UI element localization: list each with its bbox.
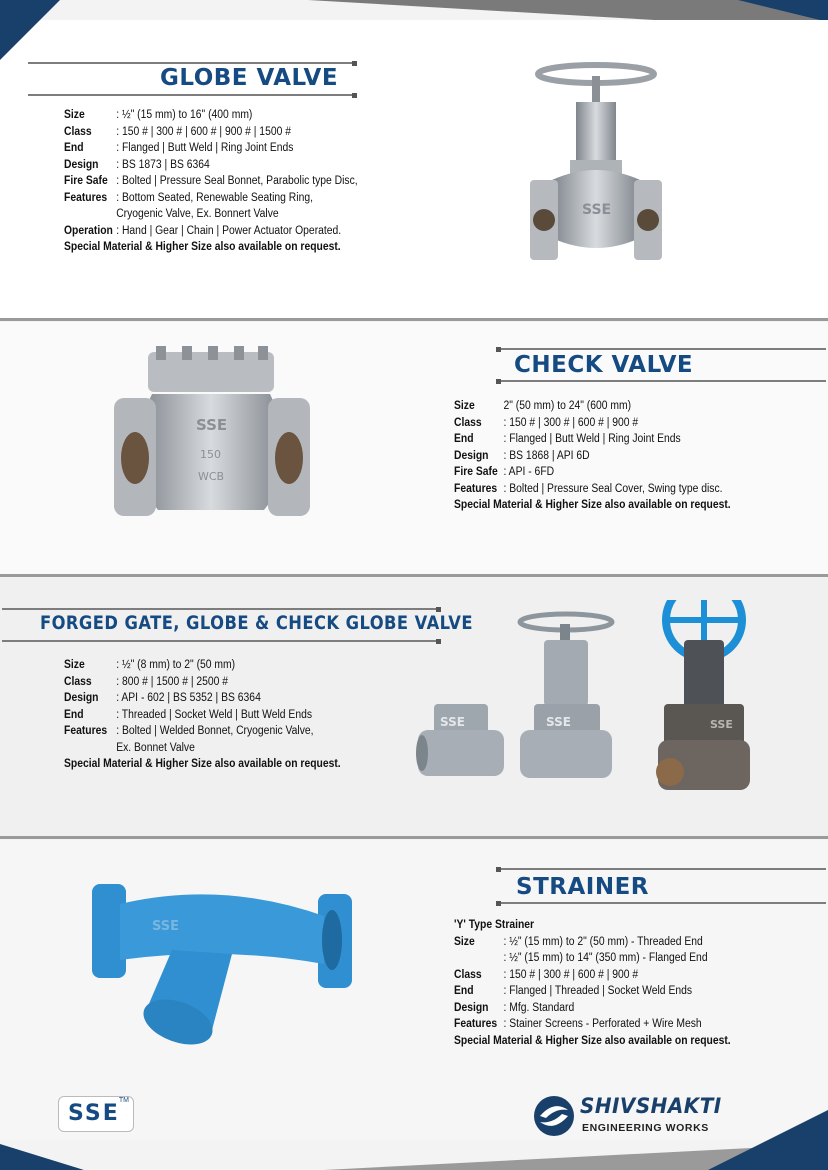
title-dot (496, 379, 501, 384)
spec-value: 2" (50 mm) to 24" (600 mm) (503, 400, 632, 412)
spec-value: : Flanged | Butt Weld | Ring Joint Ends (116, 142, 294, 154)
page-title-globe: GLOBE VALVE (160, 65, 339, 91)
body-mark: SSE (440, 715, 465, 729)
sse-logo (58, 1096, 134, 1132)
title-rule (28, 62, 356, 64)
spec-value: : Threaded | Socket Weld | Butt Weld Ends (116, 708, 313, 721)
availability-note: Special Material & Higher Size also available on request. (454, 1034, 731, 1047)
availability-note: Special Material & Higher Size also available on request. (454, 499, 731, 511)
spec-label: Design (64, 692, 99, 704)
spec-label: Size (454, 400, 475, 412)
spec-label: Features (454, 482, 498, 495)
title-rule (2, 640, 440, 642)
spec-value: : Flanged | Butt Weld | Ring Joint Ends (503, 433, 681, 445)
forged-specs (64, 657, 341, 773)
title-rule (28, 94, 356, 96)
spec-label: Size (64, 109, 85, 121)
shivshakti-emblem-icon (532, 1094, 578, 1138)
forged-valves-image (414, 600, 754, 796)
spec-label: Features (64, 191, 108, 204)
spec-value: Ex. Bonnet Valve (116, 741, 195, 754)
title-dot (352, 93, 357, 98)
spec-label: End (454, 433, 474, 445)
spec-value: : ½" (15 mm) to 2" (50 mm) - Threaded End (503, 935, 703, 948)
page-title-strainer: STRAINER (516, 874, 649, 900)
spec-label: Operation (64, 224, 113, 237)
section-divider (0, 318, 828, 321)
check-specs (454, 398, 731, 514)
section-divider (0, 574, 828, 577)
globe-specs (64, 107, 358, 256)
spec-value: : 150 # | 300 # | 600 # | 900 # (503, 416, 639, 429)
spec-value: : Bolted | Pressure Seal Bonnet, Parabolic type Disc, (116, 175, 358, 187)
spec-value: : API - 6FD (503, 466, 555, 478)
spec-label (64, 740, 116, 757)
body-mark: SSE (196, 416, 228, 434)
spec-label: Features (454, 1018, 498, 1030)
spec-value: : ½" (8 mm) to 2" (50 mm) (116, 659, 236, 671)
company-subtitle: ENGINEERING WORKS (582, 1122, 709, 1134)
spec-label: Fire Safe (64, 175, 108, 187)
company-name: SHIVSHAKTI (580, 1094, 722, 1118)
spec-value: : BS 1868 | API 6D (503, 449, 590, 462)
title-dot (496, 347, 501, 352)
spec-value: : ½" (15 mm) to 14" (350 mm) - Flanged End (503, 952, 708, 964)
page-title-forged: FORGED GATE, GLOBE & CHECK GLOBE VALVE (40, 612, 473, 634)
spec-label (64, 206, 116, 223)
body-mark: SSE (546, 715, 571, 729)
spec-label: End (454, 985, 474, 997)
title-rule (500, 902, 826, 904)
spec-value: : ½" (15 mm) to 16" (400 mm) (116, 109, 253, 121)
spec-value: : Flanged | Threaded | Socket Weld Ends (503, 985, 693, 997)
spec-value: : 150 # | 300 # | 600 # | 900 # (503, 968, 639, 981)
globe-valve-image (530, 62, 670, 278)
spec-value: Cryogenic Valve, Ex. Bonnert Valve (116, 208, 279, 220)
corner-decoration (738, 0, 828, 22)
spec-value: : Bolted | Welded Bonnet, Cryogenic Valve, (116, 725, 314, 737)
section-divider (0, 836, 828, 839)
title-dot (496, 867, 501, 872)
title-rule (500, 380, 826, 382)
corner-decoration (0, 1144, 140, 1170)
strainer-subtitle: 'Y' Type Strainer (454, 919, 535, 931)
availability-note: Special Material & Higher Size also available on request. (64, 758, 341, 770)
spec-label: End (64, 142, 84, 154)
spec-label (454, 950, 504, 967)
title-rule (500, 868, 826, 870)
spec-value: : Stainer Screens - Perforated + Wire Mesh (503, 1018, 702, 1030)
spec-label: Class (64, 125, 92, 138)
spec-value: : BS 1873 | BS 6364 (116, 158, 210, 171)
title-dot (496, 901, 501, 906)
spec-label: Design (454, 1001, 489, 1014)
spec-label: Features (64, 725, 108, 737)
spec-value: : Bolted | Pressure Seal Cover, Swing type disc. (503, 482, 723, 495)
spec-label: Size (454, 935, 475, 948)
tm-mark: TM (118, 1097, 129, 1104)
spec-label: Class (64, 675, 92, 688)
spec-label: Class (454, 968, 482, 981)
title-rule (2, 608, 440, 610)
spec-value: : 150 # | 300 # | 600 # | 900 # | 1500 # (116, 125, 291, 138)
spec-label: Size (64, 659, 85, 671)
body-class: 150 (200, 448, 221, 461)
spec-value: : 800 # | 1500 # | 2500 # (116, 675, 229, 688)
corner-decoration (0, 0, 60, 60)
body-mark: SSE (710, 718, 733, 731)
spec-label: Fire Safe (454, 466, 498, 478)
sse-logo-text: SSE (68, 1101, 120, 1126)
title-dot (352, 61, 357, 66)
spec-label: End (64, 708, 84, 721)
body-mark: SSE (582, 202, 612, 218)
spec-value: : Bottom Seated, Renewable Seating Ring, (116, 191, 313, 204)
body-grade: WCB (198, 470, 225, 483)
spec-label: Design (64, 158, 99, 171)
strainer-image (92, 880, 354, 1058)
check-valve-image (112, 346, 312, 522)
body-mark: SSE (152, 919, 180, 934)
spec-value: : API - 602 | BS 5352 | BS 6364 (116, 692, 261, 704)
spec-value: : Mfg. Standard (503, 1001, 575, 1014)
availability-note: Special Material & Higher Size also available on request. (64, 241, 341, 253)
spec-value: : Hand | Gear | Chain | Power Actuator Operated. (116, 224, 342, 237)
strainer-specs (454, 917, 731, 1049)
spec-label: Class (454, 416, 482, 429)
title-rule (500, 348, 826, 350)
page-title-check: CHECK VALVE (514, 352, 694, 378)
spec-label: Design (454, 449, 489, 462)
